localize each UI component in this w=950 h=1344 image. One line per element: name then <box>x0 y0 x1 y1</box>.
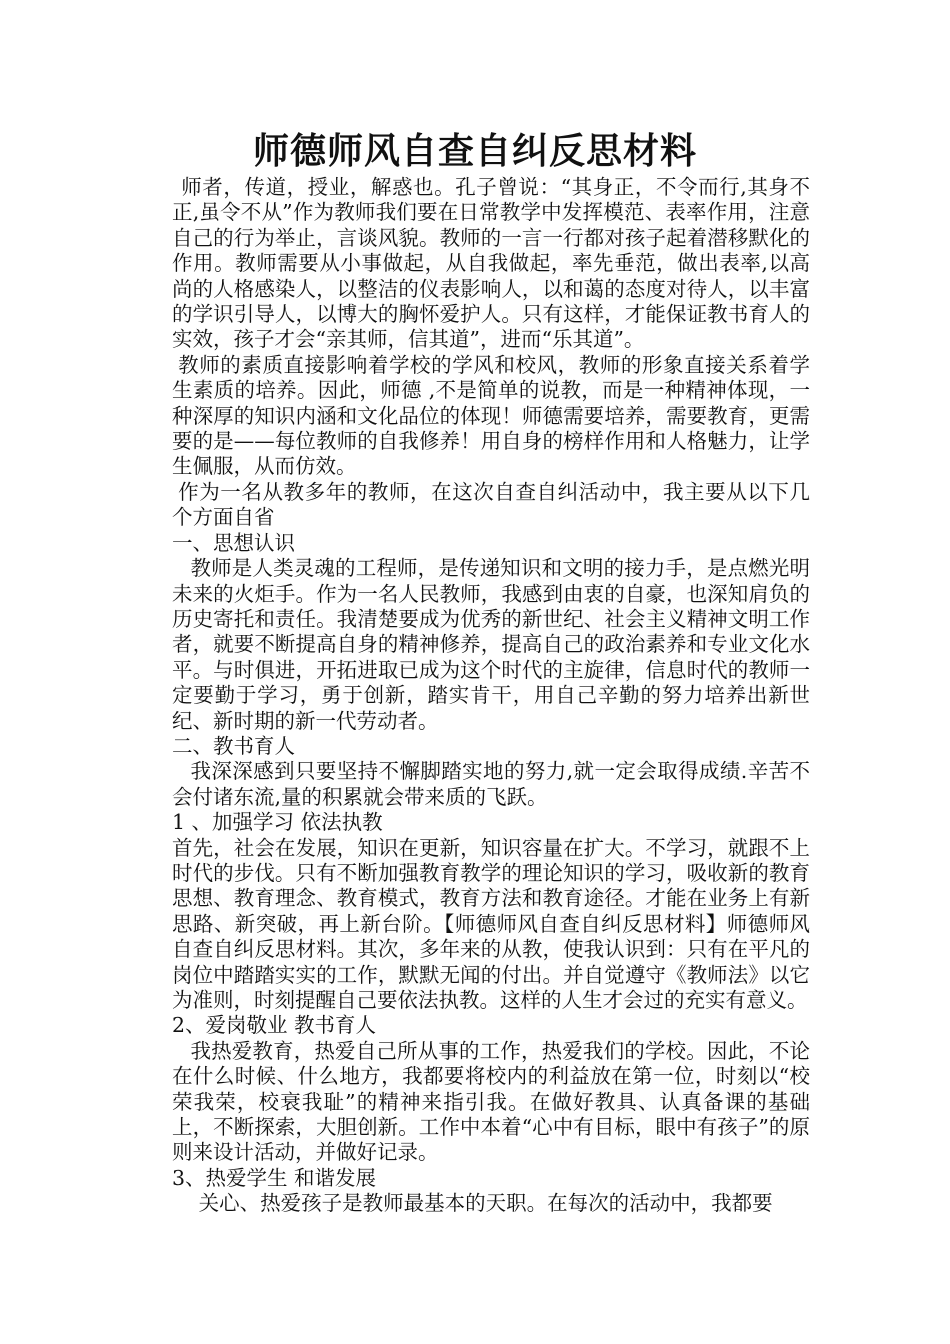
subsection-heading-2: 2、爱岗敬业 教书育人 <box>172 1013 377 1038</box>
paragraph-intro: 师者，传道，授业，解惑也。孔子曾说：“其身正，不令而行,其身不正,虽令不从”作为教师我们要在日常教学中发挥模范、表率作用，注意自己的行为举止，言谈风貌。教师的一言一行都对孩子起着潜移默化的作用。教师需要从小事做起，从自我做起，率先垂范，做出表率,以高尚的人格感染人，以整洁的仪表影响人，以和蔼的态度对待人，以丰富的学识引导人，以博大的胸怀爱护人。只有这样，才能保证教书育人的实效，孩子才会“亲其师，信其道”，进而“乐其道”。 <box>172 175 810 352</box>
paragraph-persistence: 我深深感到只要坚持不懈脚踏实地的努力,就一定会取得成绩.辛苦不会付诸东流,量的积累就会带来质的飞跃。 <box>172 759 810 809</box>
subsection-heading-3: 3、热爱学生 和谐发展 <box>172 1165 377 1190</box>
subsection-heading-1: 1 、加强学习 依法执教 <box>172 810 383 835</box>
paragraph-self-reflection-intro: 作为一名从教多年的教师，在这次自查自纠活动中，我主要从以下几个方面自省 <box>172 479 810 530</box>
paragraph-thought: 教师是人类灵魂的工程师，是传递知识和文明的接力手，是点燃光明未来的火炬手。作为一名人民教师，我感到由衷的自豪，也深知肩负的历史寄托和责任。我清楚要成为优秀的新世纪、社会主义精神文明工作者，就要不断提高自身的精神修养，提高自己的政治素养和专业文化水平。与时俱进，开拓进取已成为这个时代的主旋律，信息时代的教师一定要勤于学习，勇于创新，踏实肯干，用自己辛勤的努力培养出新世纪、新时期的新一代劳动者。 <box>172 556 810 733</box>
paragraph-love-students: 关心、热爱孩子是教师最基本的天职。在每次的活动中，我都要 <box>198 1191 773 1216</box>
document-body <box>172 175 810 1217</box>
paragraph-dedication: 我热爱教育，热爱自己所从事的工作，热爱我们的学校。因此，不论在什么时候、什么地方，我都要将校内的利益放在第一位，时刻以“校荣我荣，校衰我耻”的精神来指引我。在做好教具、认真备课的基础上，不断探索，大胆创新。工作中本着“心中有目标，眼中有孩子”的原则来设计活动，并做好记录。 <box>172 1038 810 1165</box>
document-title: 师德师风自查自纠反思材料 <box>252 130 697 172</box>
paragraph-teacher-quality: 教师的素质直接影响着学校的学风和校风，教师的形象直接关系着学生素质的培养。因此，师德 ,不是简单的说教，而是一种精神体现，一种深厚的知识内涵和文化品位的体现！师德需要培养，需要教育，更需要的是——每位教师的自我修养！用自身的榜样作用和人格魅力，让学生佩服，从而仿效。 <box>172 352 810 479</box>
section-heading-1: 一、思想认识 <box>172 530 295 555</box>
section-heading-2: 二、教书育人 <box>172 733 295 758</box>
paragraph-learning: 首先，社会在发展，知识在更新，知识容量在扩大。不学习，就跟不上时代的步伐。只有不断加强教育教学的理论知识的学习，吸收新的教育思想、教育理念、教育模式，教育方法和教育途径。才能在业务上有新思路、新突破，再上新台阶。【师德师风自查自纠反思材料】师德师风自查自纠反思材料。其次，多年来的从教，使我认识到：只有在平凡的岗位中踏踏实实的工作，默默无闻的付出。并自觉遵守《教师法》以它为准则，时刻提醒自己要依法执教。这样的人生才会过的充实有意义。 <box>172 835 810 1012</box>
